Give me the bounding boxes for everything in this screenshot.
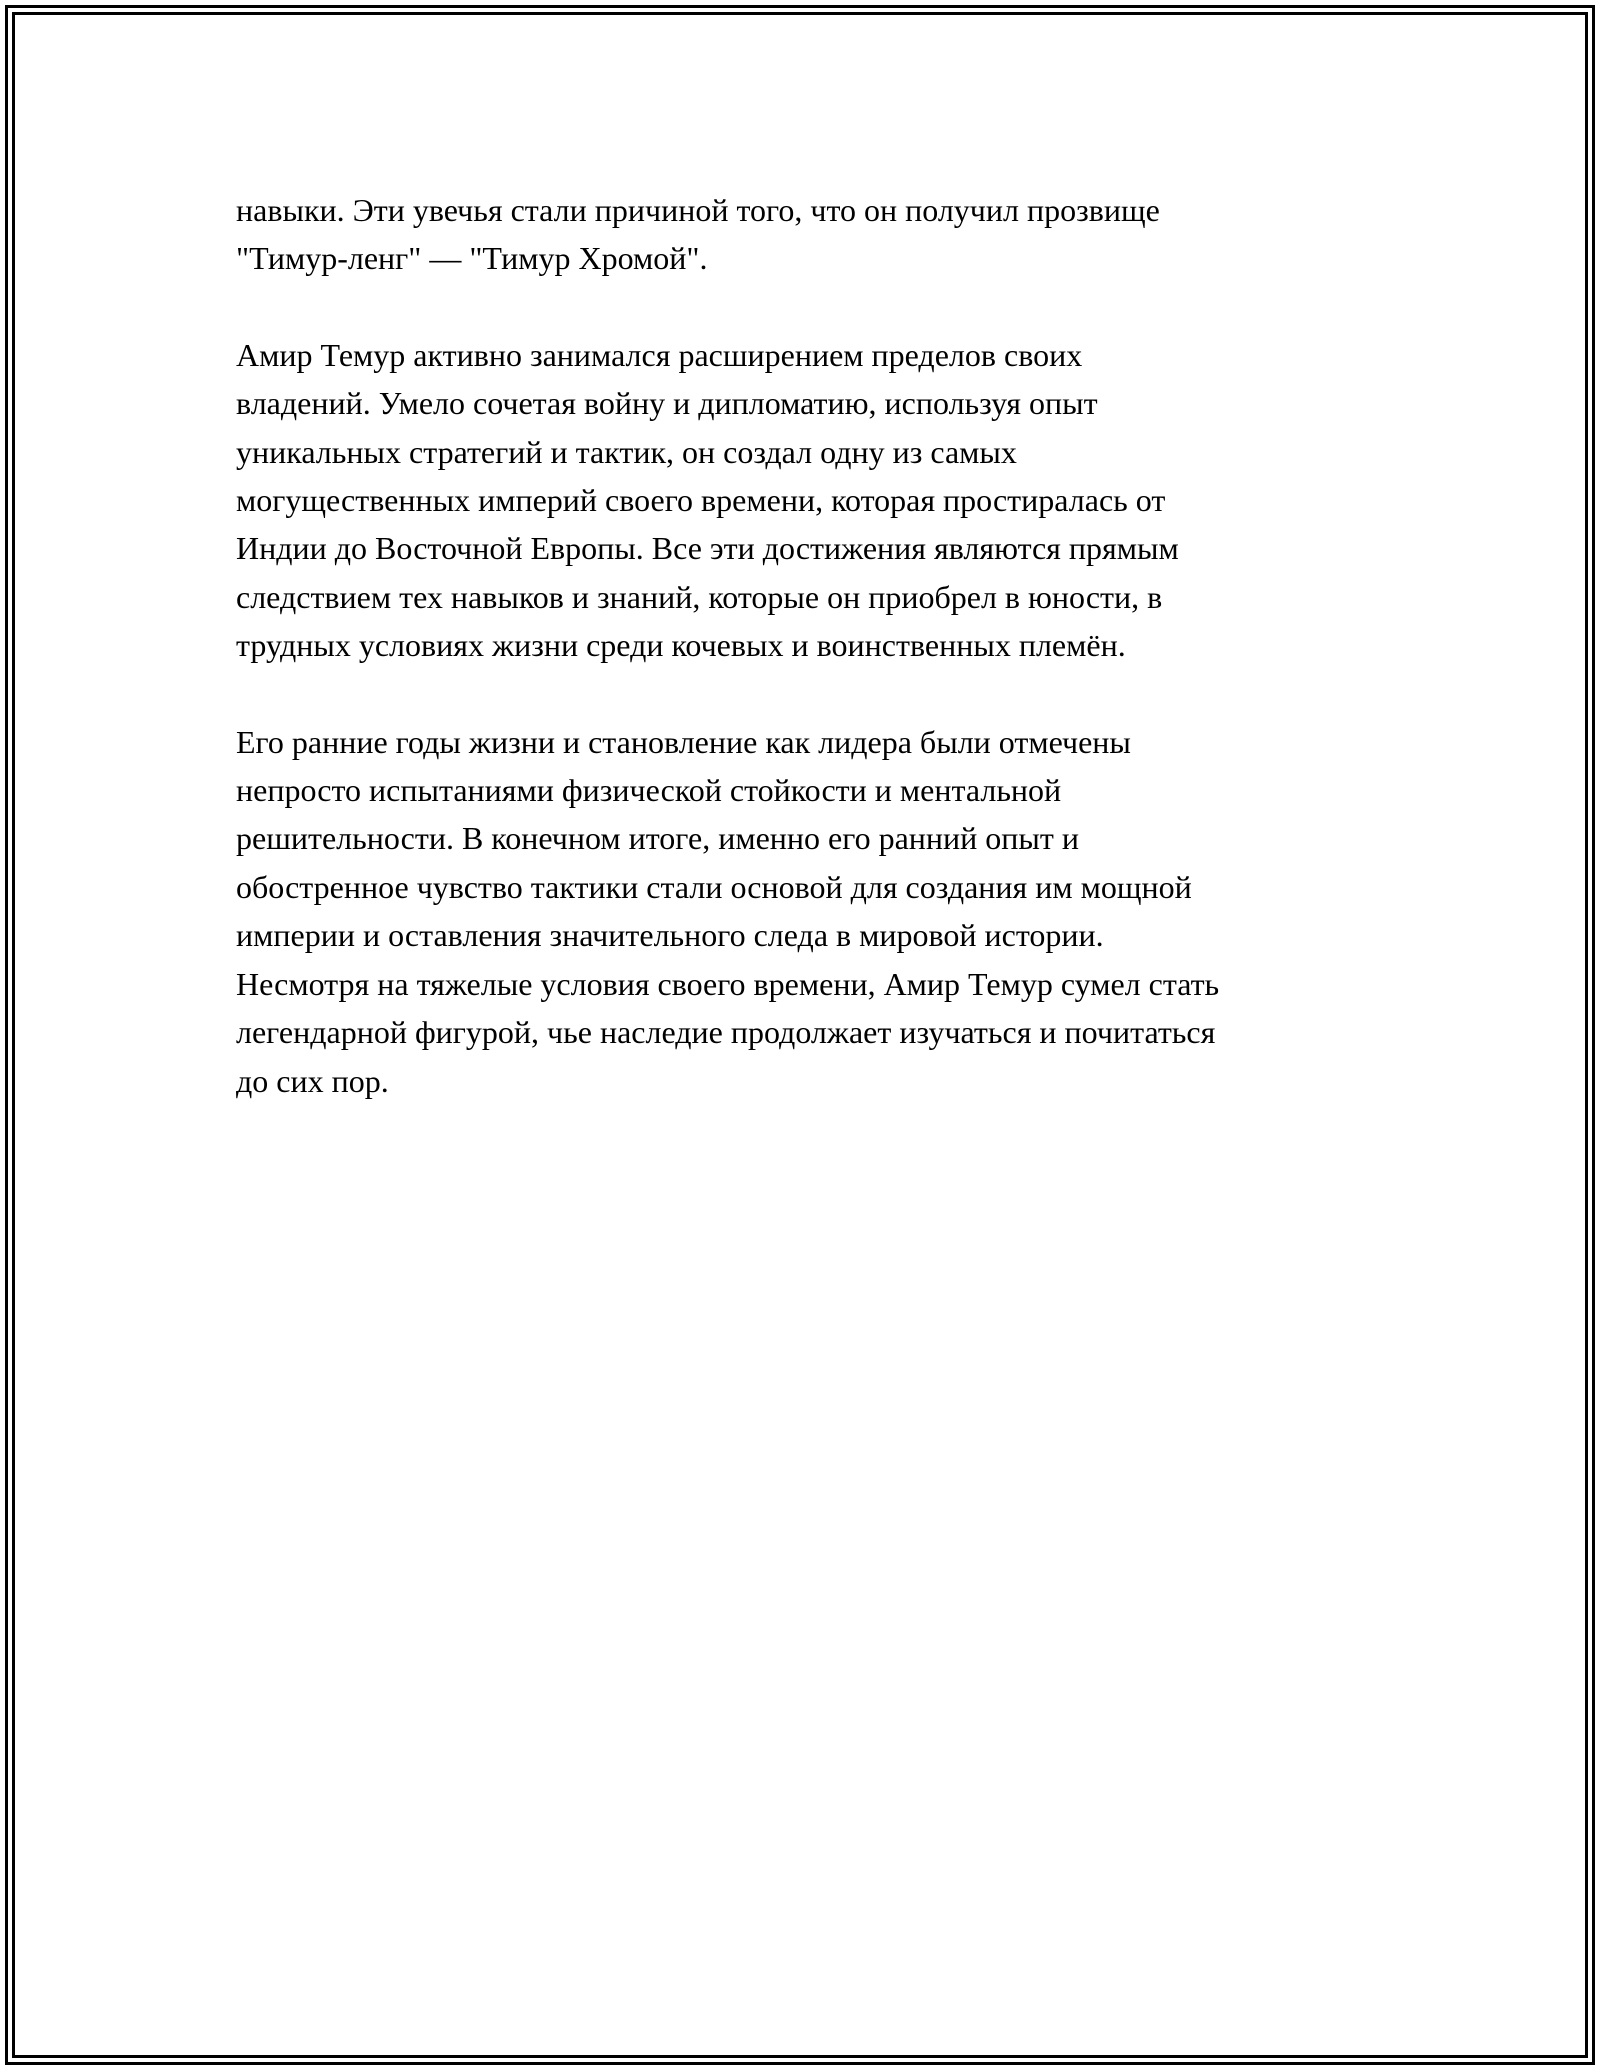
text-line: Несмотря на тяжелые условия своего времени, Амир Темур сумел стать: [236, 965, 1220, 1002]
text-line: до сих пор.: [236, 1062, 389, 1099]
text-line: уникальных стратегий и тактик, он создал одну из самых: [236, 433, 1017, 470]
document-body: [236, 186, 1386, 1153]
paragraph-2: [236, 331, 1386, 670]
text-line: легендарной фигурой, чье наследие продолжает изучаться и почитаться: [236, 1014, 1216, 1051]
text-line: могущественных империй своего времени, которая простиралась от: [236, 482, 1166, 519]
text-line: владений. Умело сочетая войну и дипломатию, используя опыт: [236, 385, 1098, 422]
text-line: обостренное чувство тактики стали основой для создания им мощной: [236, 868, 1192, 905]
text-line: непросто испытаниями физической стойкости и ментальной: [236, 772, 1062, 809]
text-line: "Тимур-ленг" — "Тимур Хромой".: [236, 240, 708, 277]
text-line: трудных условиях жизни среди кочевых и воинственных племён.: [236, 627, 1126, 664]
text-line: следствием тех навыков и знаний, которые он приобрел в юности, в: [236, 578, 1163, 615]
text-line: империи и оставления значительного следа в мировой истории.: [236, 917, 1104, 954]
text-line: Его ранние годы жизни и становление как лидера были отмечены: [236, 723, 1131, 760]
paragraph-3: [236, 718, 1386, 1105]
text-line: Индии до Восточной Европы. Все эти достижения являются прямым: [236, 530, 1179, 567]
text-line: решительности. В конечном итоге, именно его ранний опыт и: [236, 820, 1079, 857]
paragraph-1: [236, 186, 1386, 283]
text-line: Амир Темур активно занимался расширением пределов своих: [236, 336, 1083, 373]
text-line: навыки. Эти увечья стали причиной того, что он получил прозвище: [236, 192, 1160, 228]
